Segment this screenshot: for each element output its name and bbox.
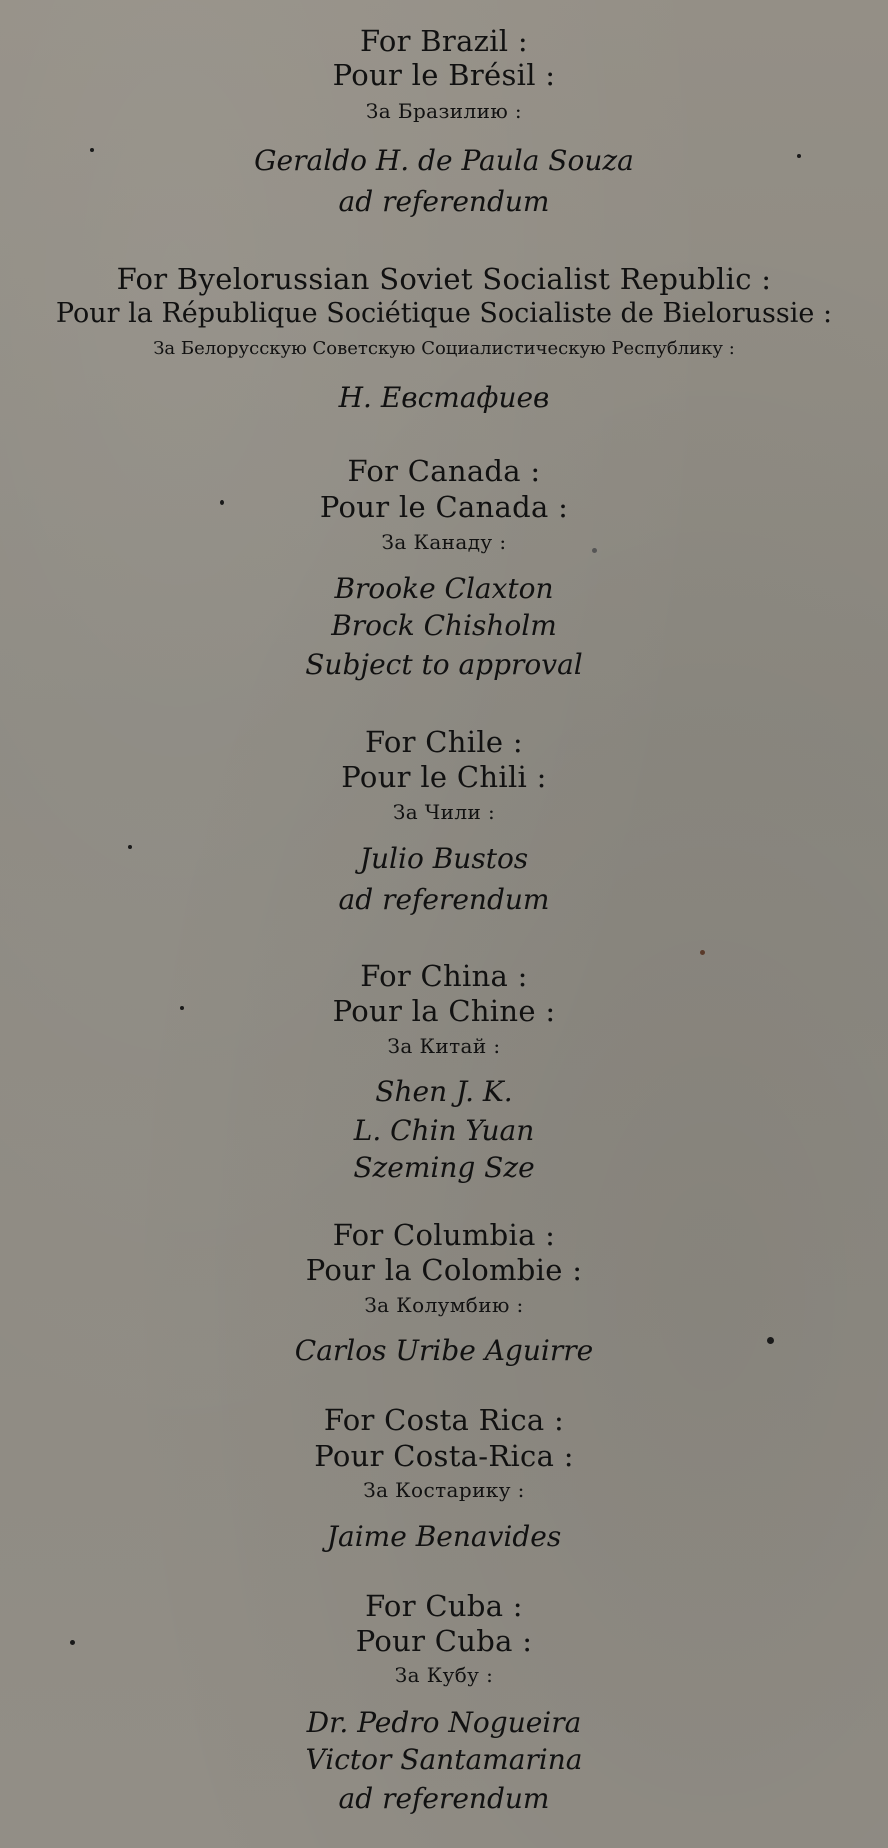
country-heading-fr: Pour la Chine : [332, 994, 556, 1028]
signature-line: Н. Евстафиев [338, 381, 550, 414]
paper-speck [90, 148, 94, 152]
country-heading-en: For Columbia : [332, 1218, 556, 1252]
country-heading-en: For Chile : [365, 725, 523, 759]
country-heading-ru: За Колумбию : [364, 1293, 524, 1317]
country-heading-ru: За Белорусскую Советскую Социалистическую Республику : [153, 338, 735, 359]
signature-line: L. Chin Yuan [353, 1114, 535, 1147]
signature-line: Szeming Sze [353, 1151, 535, 1184]
signature-line: Carlos Uribe Aguirre [294, 1334, 594, 1367]
signature-line: ad referendum [338, 1782, 550, 1815]
signature-line: ad referendum [338, 883, 550, 916]
country-heading-ru: За Китай : [387, 1034, 501, 1058]
signature-line: ad referendum [338, 185, 550, 218]
country-heading-ru: За Бразилию : [365, 99, 523, 123]
country-heading-fr: Pour le Brésil : [332, 58, 556, 92]
country-heading-fr: Pour Costa-Rica : [314, 1439, 574, 1473]
paper-speck [180, 1006, 184, 1010]
country-heading-en: For Brazil : [360, 24, 528, 58]
paper-speck [700, 950, 705, 955]
paper-speck [220, 500, 224, 505]
country-heading-ru: За Костарику : [363, 1478, 525, 1502]
signature-line: Victor Santamarina [305, 1743, 583, 1776]
signature-line: Julio Bustos [359, 842, 529, 875]
country-heading-en: For Canada : [347, 454, 541, 488]
signature-line: Brooke Claxton [334, 572, 554, 605]
paper-speck [70, 1640, 75, 1645]
paper-speck [592, 548, 597, 553]
country-heading-en: For Byelorussian Soviet Socialist Republic : [116, 262, 772, 296]
country-heading-fr: Pour la République Sociétique Socialiste de Bielorussie : [55, 298, 833, 329]
signature-line: Dr. Pedro Nogueira [306, 1706, 582, 1739]
signature-line: Brock Chisholm [331, 609, 557, 642]
signature-line: Subject to approval [305, 648, 583, 681]
country-heading-ru: За Кубу : [394, 1663, 494, 1687]
country-heading-fr: Pour la Colombie : [305, 1253, 583, 1287]
country-heading-fr: Pour le Canada : [319, 490, 569, 524]
country-heading-fr: Pour le Chili : [341, 760, 547, 794]
paper-speck [767, 1337, 774, 1344]
paper-speck [797, 154, 801, 158]
country-heading-fr: Pour Cuba : [355, 1624, 533, 1658]
country-heading-en: For China : [360, 959, 528, 993]
signature-line: Shen J. K. [375, 1075, 513, 1108]
signature-line: Geraldo H. de Paula Souza [254, 144, 634, 177]
country-heading-ru: За Чили : [392, 800, 496, 824]
signature-line: Jaime Benavides [326, 1520, 562, 1553]
country-heading-en: For Costa Rica : [323, 1403, 565, 1437]
paper-speck [128, 845, 132, 849]
country-heading-ru: За Канаду : [381, 530, 507, 554]
country-heading-en: For Cuba : [365, 1589, 523, 1623]
